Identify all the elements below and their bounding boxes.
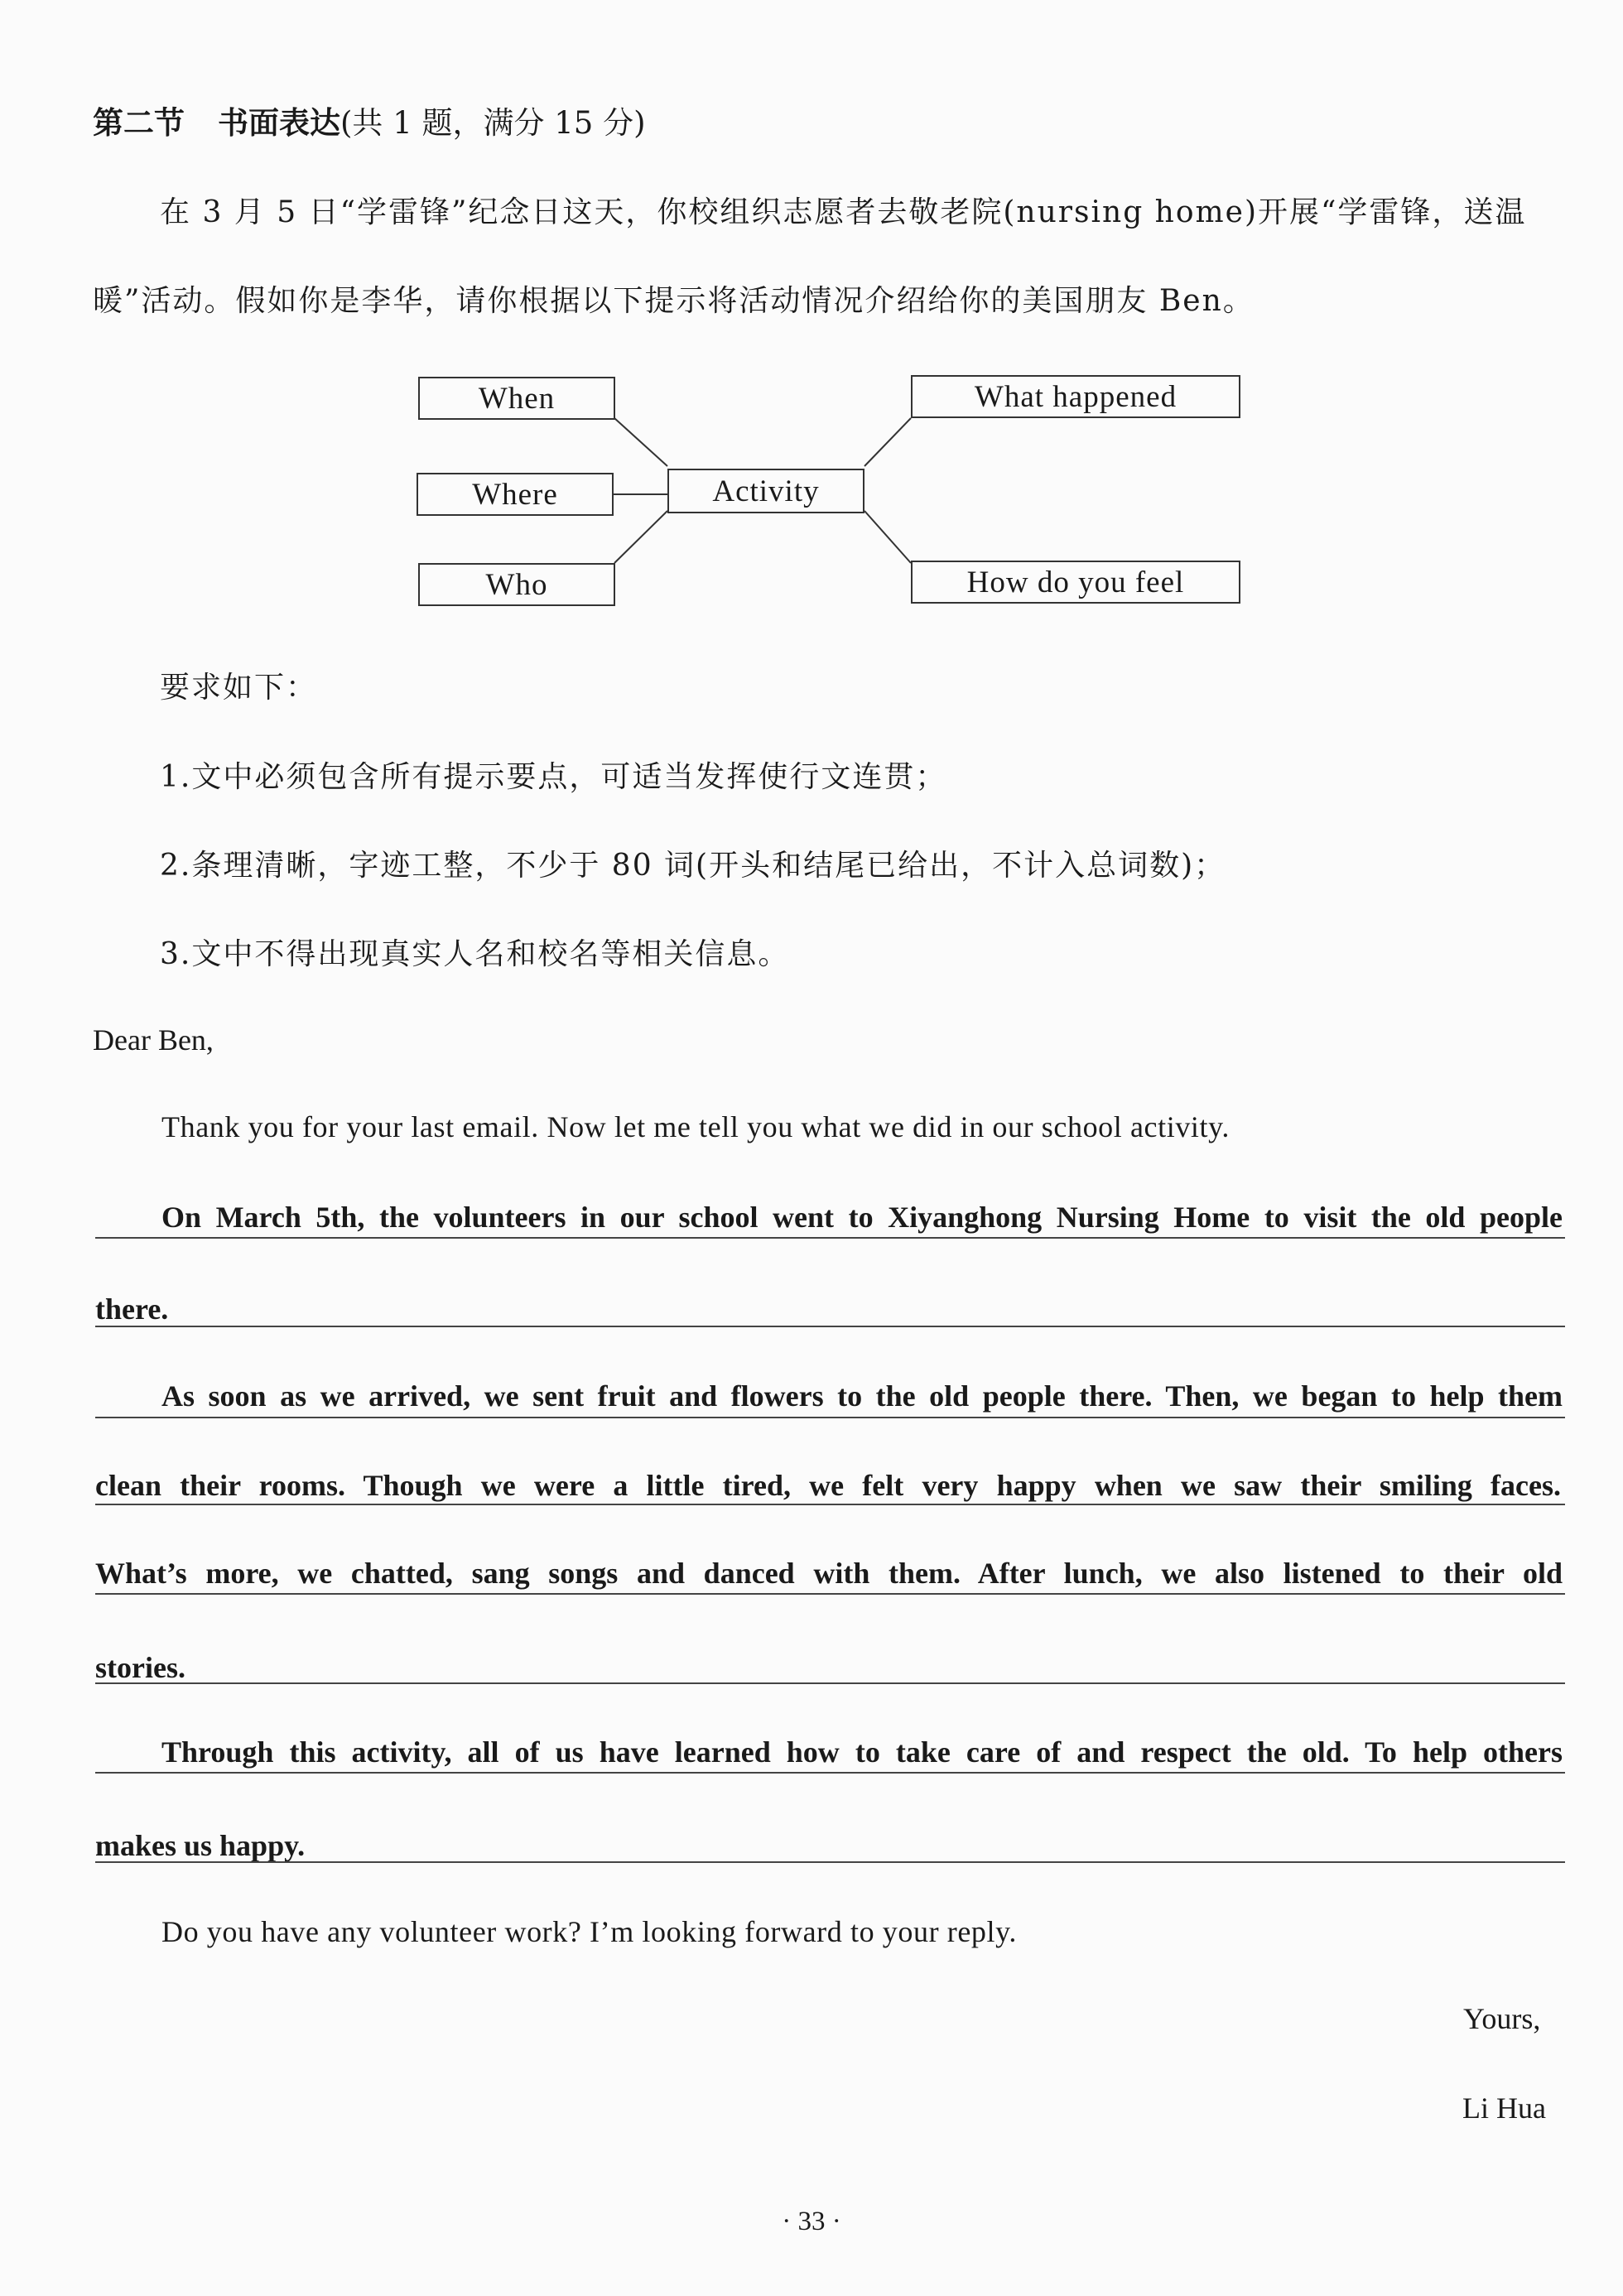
requirement-item: 1.文中必须包含所有提示要点，可适当发挥使行文连贯； bbox=[160, 760, 947, 794]
diagram-connectors bbox=[0, 0, 1623, 629]
letter-signoff: Yours, bbox=[1463, 2002, 1541, 2035]
answer-line: makes us happy. bbox=[95, 1829, 306, 1862]
page-number: · 33 · bbox=[782, 2207, 841, 2236]
answer-rule bbox=[95, 1593, 1565, 1595]
answer-line: On March 5th, the volunteers in our school went to Xiyanghong Nursing Home to visit the old people bbox=[161, 1201, 1563, 1234]
diagram-box-feel: How do you feel bbox=[911, 561, 1240, 604]
requirement-item: 3.文中不得出现真实人名和校名等相关信息。 bbox=[160, 937, 790, 971]
diagram-box-activity: Activity bbox=[667, 469, 864, 513]
answer-rule bbox=[95, 1682, 1565, 1684]
diagram-box-when: When bbox=[418, 377, 615, 420]
answer-line: What’s more, we chatted, sang songs and danced with them. After lunch, we also listened to their old bbox=[95, 1557, 1563, 1590]
section-title: 第二节 bbox=[93, 105, 185, 141]
answer-rule bbox=[95, 1861, 1565, 1863]
letter-greeting: Dear Ben, bbox=[93, 1023, 214, 1057]
answer-line: clean their rooms. Though we were a little tired, we felt very happy when we saw their smiling faces. bbox=[95, 1469, 1561, 1502]
letter-signature: Li Hua bbox=[1462, 2091, 1546, 2125]
answer-rule bbox=[95, 1237, 1565, 1239]
prompt-line-1: 在 3 月 5 日“学雷锋”纪念日这天，你校组织志愿者去敬老院(nursing home)开展“学雷锋，送温 bbox=[160, 195, 1527, 229]
answer-line: As soon as we arrived, we sent fruit and flowers to the old people there. Then, we began to help them bbox=[161, 1379, 1563, 1413]
connector-feel bbox=[864, 511, 911, 563]
requirements-title: 要求如下： bbox=[160, 671, 318, 705]
answer-line: Through this activity, all of us have learned how to take care of and respect the old. To help others bbox=[161, 1735, 1563, 1769]
answer-rule bbox=[95, 1326, 1565, 1327]
section-subtitle: 书面表达 bbox=[218, 105, 340, 141]
letter-opening: Thank you for your last email. Now let me tell you what we did in our school activity. bbox=[161, 1110, 1230, 1143]
letter-closing-line: Do you have any volunteer work? I’m looking forward to your reply. bbox=[161, 1915, 1017, 1948]
requirement-item: 2.条理清晰，字迹工整，不少于 80 词(开头和结尾已给出，不计入总词数)； bbox=[160, 849, 1226, 883]
diagram-box-where: Where bbox=[417, 473, 614, 516]
prompt-line-2: 暖”活动。假如你是李华，请你根据以下提示将活动情况介绍给你的美国朋友 Ben。 bbox=[93, 284, 1255, 318]
diagram-box-what-happened: What happened bbox=[911, 375, 1240, 418]
answer-line: stories. bbox=[95, 1651, 185, 1684]
answer-rule bbox=[95, 1772, 1565, 1774]
answer-line: there. bbox=[95, 1292, 169, 1326]
connector-who bbox=[614, 511, 667, 563]
diagram-box-who: Who bbox=[418, 563, 615, 606]
connector-what-happened bbox=[864, 418, 911, 466]
connector-when bbox=[614, 418, 667, 466]
answer-rule bbox=[95, 1417, 1565, 1418]
answer-rule bbox=[95, 1504, 1565, 1505]
section-note: (共 1 题，满分 15 分) bbox=[340, 105, 646, 141]
